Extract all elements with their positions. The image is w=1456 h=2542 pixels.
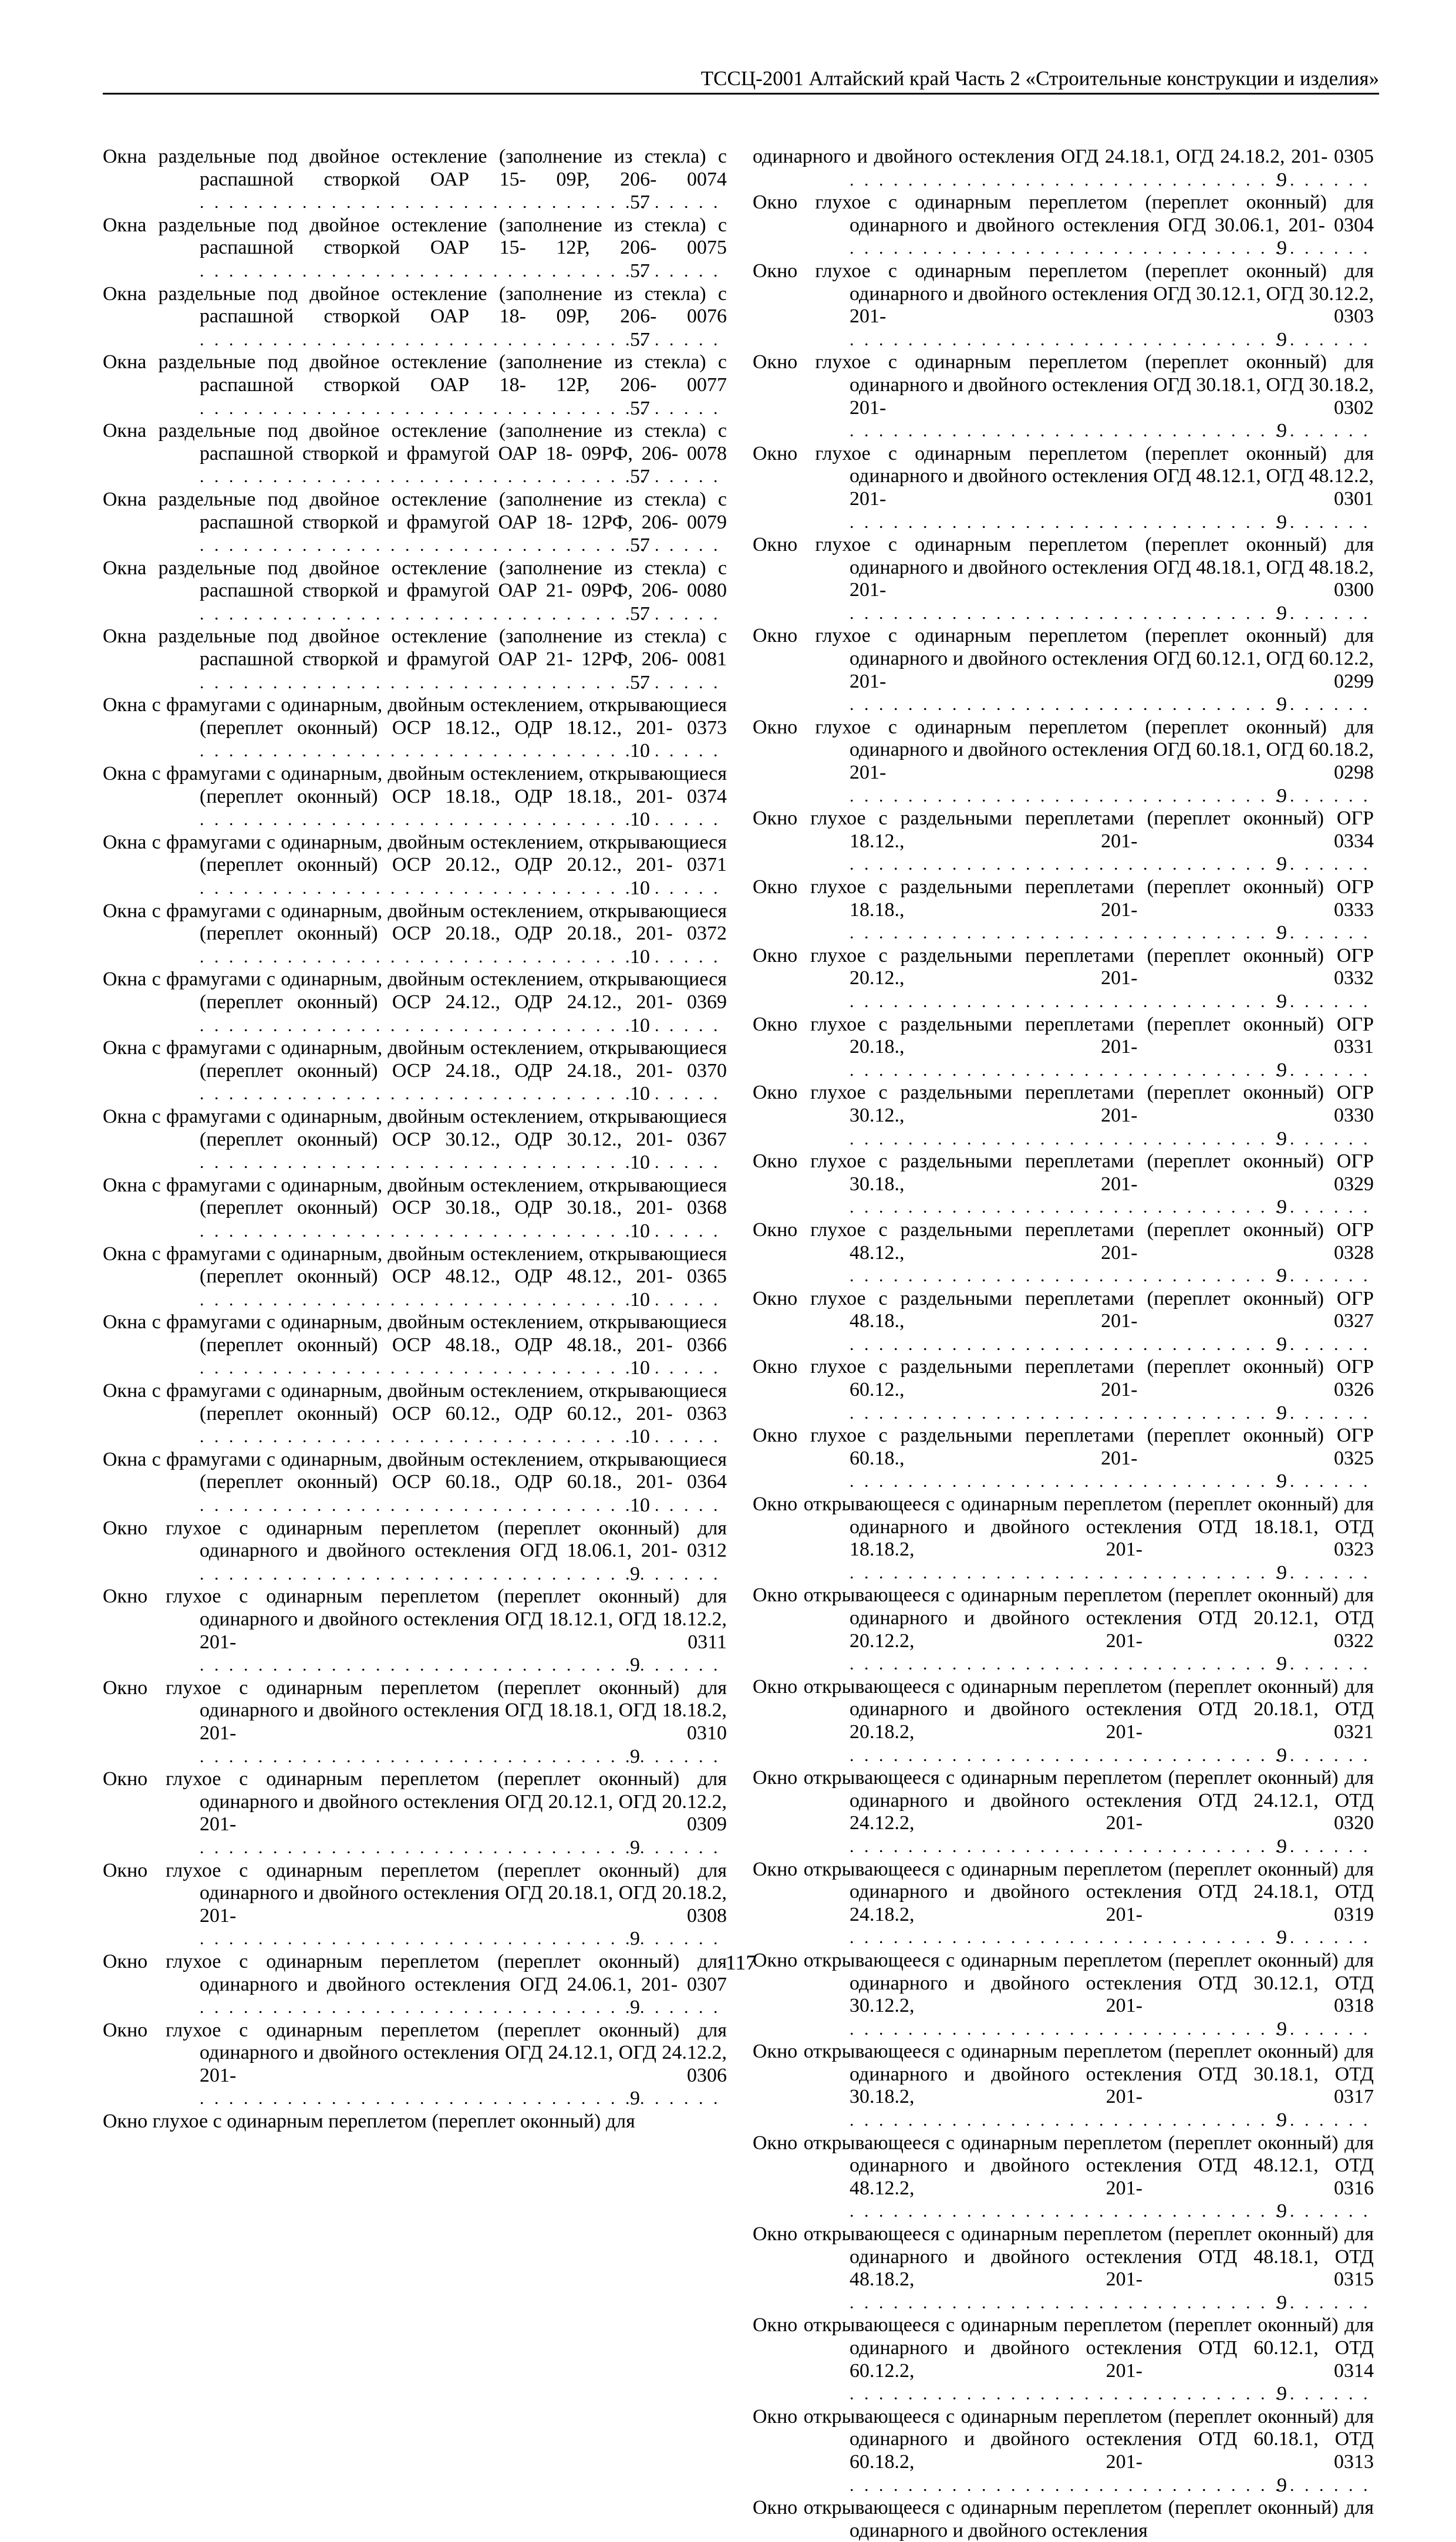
index-entry — [753, 1676, 1374, 1767]
index-entry-page: 9 — [1370, 1128, 1374, 1151]
index-entry — [103, 1768, 727, 1859]
index-entry — [103, 1585, 727, 1676]
index-entry-text: Окна раздельные под двойное остекление (заполнение из стекла) с распашной створкой ОАР 18- 12Р, 206- 0077 — [103, 351, 727, 396]
index-entry-page: 10 — [723, 1152, 727, 1174]
index-entry-page: 57 — [723, 534, 727, 557]
index-entry-text: Окно открывающееся с одинарным переплетом (переплет оконный) для одинарного и двойного остекления ОТД 24.18.1, ОТД 24.18.2, 201- 0319 — [753, 1858, 1374, 1925]
index-entry-page: 9 — [723, 1996, 727, 2019]
index-entry-text: Окно глухое с раздельными переплетами (переплет оконный) ОГР 20.18., 201- 0331 — [753, 1013, 1374, 1058]
index-entry — [103, 1174, 727, 1243]
dot-leader — [200, 1998, 727, 2017]
index-entry-text: Окна с фрамугами с одинарным, двойным остеклением, открывающиеся (переплет оконный) ОСР 48.18., ОДР 48.18., 201- 0366 — [103, 1311, 727, 1356]
index-entry-page: 9 — [1370, 1653, 1374, 1676]
index-entry-page: 10 — [723, 1220, 727, 1243]
index-entry — [103, 489, 727, 557]
index-entry-page: 57 — [723, 603, 727, 626]
index-entry — [753, 1425, 1374, 1493]
index-entry-text: Окно глухое с одинарным переплетом (переплет оконный) для одинарного и двойного остекления ОГД 30.12.1, ОГД 30.12.2, 201- 0303 — [753, 260, 1374, 328]
index-entry-text: Окна с фрамугами с одинарным, двойным остеклением, открывающиеся (переплет оконный) ОСР 60.12., ОДР 60.12., 201- 0363 — [103, 1380, 727, 1425]
index-entry-text: Окна раздельные под двойное остекление (заполнение из стекла) с распашной створкой и фрамугой ОАР 21- 09РФ, 206- 0080 — [103, 557, 727, 602]
dot-leader — [850, 1266, 1374, 1285]
index-entry-page: 10 — [723, 809, 727, 831]
index-entry-text: Окна с фрамугами с одинарным, двойным остеклением, открывающиеся (переплет оконный) ОСР 60.18., ОДР 60.18., 201- 0364 — [103, 1448, 727, 1493]
dot-leader — [850, 330, 1374, 349]
index-entry-page: 9 — [1370, 785, 1374, 808]
index-entry — [753, 2314, 1374, 2405]
dot-leader — [850, 2019, 1374, 2039]
index-entry-text: Окна с фрамугами с одинарным, двойным остеклением, открывающиеся (переплет оконный) ОСР 30.18., ОДР 30.18., 201- 0368 — [103, 1174, 727, 1219]
index-entry-page: 9 — [1370, 1059, 1374, 1082]
index-entry-text: Окно глухое с одинарным переплетом (переплет оконный) для одинарного и двойного остекления ОГД 48.18.1, ОГД 48.18.2, 201- 0300 — [753, 534, 1374, 601]
index-entry-page: 9 — [723, 1563, 727, 1586]
index-entry-page: 9 — [1370, 2200, 1374, 2223]
index-entry — [103, 283, 727, 352]
index-entry — [753, 1584, 1374, 1675]
index-entry-text: Окна раздельные под двойное остекление (заполнение из стекла) с распашной створкой ОАР 15- 12Р, 206- 0075 — [103, 214, 727, 259]
index-entry-page: 9 — [1370, 2474, 1374, 2497]
index-entry — [103, 968, 727, 1037]
index-entry-page: 10 — [723, 946, 727, 969]
dot-leader — [850, 1746, 1374, 1765]
index-entry-text: Окно глухое с раздельными переплетами (переплет оконный) ОГР 48.12., 201- 0328 — [753, 1218, 1374, 1264]
index-entry-page: 10 — [723, 1357, 727, 1380]
index-entry-page: 9 — [1370, 1334, 1374, 1356]
dot-leader — [850, 1928, 1374, 1947]
index-entry-text: Окно открывающееся с одинарным переплетом (переплет оконный) для одинарного и двойного остекления ОТД 48.18.1, ОТД 48.18.2, 201- 0315 — [753, 2223, 1374, 2291]
dot-leader — [200, 1747, 727, 1766]
index-entry — [753, 2406, 1374, 2497]
index-entry — [103, 2019, 727, 2110]
index-entry — [103, 1311, 727, 1380]
dot-leader — [200, 1655, 727, 1675]
index-entry-page: 10 — [723, 877, 727, 900]
index-entry — [103, 1037, 727, 1106]
dot-leader — [850, 170, 1374, 190]
dot-leader — [200, 1929, 727, 1948]
dot-leader — [850, 1060, 1374, 1080]
index-entry-text: одинарного и двойного остекления ОГД 24.18.1, ОГД 24.18.2, 201- 0305 — [753, 146, 1374, 167]
dot-leader — [850, 2293, 1374, 2312]
index-entry-page: 9 — [1370, 2018, 1374, 2041]
index-entry — [753, 1356, 1374, 1425]
index-entry — [753, 2041, 1374, 2132]
index-entry-page: 9 — [1370, 1265, 1374, 1288]
dot-leader — [850, 1129, 1374, 1149]
index-entry-page: 9 — [1370, 420, 1374, 443]
index-entry-text: Окна с фрамугами с одинарным, двойным остеклением, открывающиеся (переплет оконный) ОСР 18.18., ОДР 18.18., 201- 0374 — [103, 763, 727, 807]
dot-leader — [850, 923, 1374, 942]
index-entry-text: Окно глухое с раздельными переплетами (переплет оконный) ОГР 48.18., 201- 0327 — [753, 1287, 1374, 1332]
index-entry-text: Окно глухое с одинарным переплетом (переплет оконный) для одинарного и двойного остекления ОГД 30.06.1, 201- 0304 — [753, 191, 1374, 236]
index-entry-page: 10 — [723, 1015, 727, 1038]
dot-leader — [200, 2089, 727, 2108]
index-entry-text: Окно глухое с одинарным переплетом (переплет оконный) для одинарного и двойного остекления ОГД 24.06.1, 201- 0307 — [103, 1950, 727, 1995]
dot-leader — [850, 1403, 1374, 1423]
dot-leader — [850, 695, 1374, 714]
dot-leader — [850, 1654, 1374, 1674]
index-entry-text: Окно глухое с одинарным переплетом (переплет оконный) для одинарного и двойного остекления ОГД 30.18.1, ОГД 30.18.2, 201- 0302 — [753, 351, 1374, 419]
index-entry-page: 57 — [723, 260, 727, 283]
index-entry-text: Окна раздельные под двойное остекление (заполнение из стекла) с распашной створкой ОАР 18- 09Р, 206- 0076 — [103, 282, 727, 328]
dot-leader — [850, 1335, 1374, 1354]
index-entry-page: 9 — [1370, 169, 1374, 192]
index-entry — [103, 1517, 727, 1586]
index-entry-page: 9 — [1370, 853, 1374, 876]
dot-leader — [850, 238, 1374, 258]
index-entry — [753, 1767, 1374, 1858]
index-entry-text: Окно открывающееся с одинарным переплетом (переплет оконный) для одинарного и двойного остекления ОТД 24.12.1, ОТД 24.12.2, 201- 0320 — [753, 1767, 1374, 1834]
dot-leader — [850, 513, 1374, 532]
index-entry — [103, 420, 727, 489]
index-entry-text: Окно открывающееся с одинарным переплетом (переплет оконный) для одинарного и двойного остекления ОТД 18.18.1, ОТД 18.18.2, 201- 0323 — [753, 1493, 1374, 1561]
index-entry — [103, 146, 727, 214]
index-entry — [753, 1858, 1374, 1950]
running-header: ТССЦ-2001 Алтайский край Часть 2 «Строительные конструкции и изделия» — [700, 67, 1379, 90]
dot-leader — [850, 604, 1374, 623]
index-entry — [753, 1082, 1374, 1150]
dot-leader — [850, 421, 1374, 440]
index-entry-page: 9 — [1370, 1836, 1374, 1858]
index-entry — [103, 557, 727, 626]
index-entry — [753, 2497, 1374, 2542]
index-entry — [103, 1106, 727, 1174]
index-entry — [103, 1449, 727, 1517]
index-entry — [103, 351, 727, 420]
index-entry-text: Окно открывающееся с одинарным переплетом (переплет оконный) для одинарного и двойного остекления ОТД 20.12.1, ОТД 20.12.2, 201- 0322 — [753, 1584, 1374, 1652]
index-entry-text: Окно глухое с одинарным переплетом (переплет оконный) для одинарного и двойного остекления ОГД 18.06.1, 201- 0312 — [103, 1517, 727, 1562]
index-entry — [753, 260, 1374, 351]
index-entry-text: Окна с фрамугами с одинарным, двойным остеклением, открывающиеся (переплет оконный) ОСР 20.12., ОДР 20.12., 201- 0371 — [103, 831, 727, 876]
index-entry — [753, 2132, 1374, 2223]
index-entry — [103, 763, 727, 831]
index-entry-page: 9 — [1370, 1927, 1374, 1950]
index-entry — [753, 351, 1374, 442]
index-entry-text: Окно глухое с одинарным переплетом (переплет оконный) для одинарного и двойного остекления ОГД 48.12.1, ОГД 48.12.2, 201- 0301 — [753, 442, 1374, 510]
index-entry-text: Окно открывающееся с одинарным переплетом (переплет оконный) для одинарного и двойного остекления ОТД 60.12.1, ОТД 60.12.2, 201- 0314 — [753, 2314, 1374, 2382]
index-entry-page: 10 — [723, 740, 727, 763]
index-entry — [753, 191, 1374, 260]
index-entry — [103, 831, 727, 900]
index-entry-text: Окно глухое с раздельными переплетами (переплет оконный) ОГР 30.18., 201- 0329 — [753, 1150, 1374, 1195]
dot-leader — [850, 2110, 1374, 2130]
index-entry-text: Окно глухое с одинарным переплетом (переплет оконный) для одинарного и двойного остекления ОГД 24.12.1, ОГД 24.12.2, 201- 0306 — [103, 2019, 727, 2086]
index-entry-page: 10 — [723, 1426, 727, 1449]
index-entry-text: Окно глухое с раздельными переплетами (переплет оконный) ОГР 60.12., 201- 0326 — [753, 1356, 1374, 1401]
index-entry-text: Окна с фрамугами с одинарным, двойным остеклением, открывающиеся (переплет оконный) ОСР 30.12., ОДР 30.12., 201- 0367 — [103, 1105, 727, 1150]
index-entry-text: Окно открывающееся с одинарным переплетом (переплет оконный) для одинарного и двойного остекления ОТД 30.18.1, ОТД 30.18.2, 201- 0317 — [753, 2041, 1374, 2108]
index-entry-page: 10 — [723, 1083, 727, 1106]
index-entry — [103, 1860, 727, 1951]
dot-leader — [850, 1472, 1374, 1491]
index-entry — [103, 1380, 727, 1449]
index-entry-text: Окно глухое с раздельными переплетами (переплет оконный) ОГР 20.12., 201- 0332 — [753, 944, 1374, 989]
index-entry — [753, 1219, 1374, 1288]
dot-leader — [850, 1563, 1374, 1583]
index-entry-text: Окно глухое с одинарным переплетом (переплет оконный) для одинарного и двойного остекления ОГД 20.18.1, ОГД 20.18.2, 201- 0308 — [103, 1859, 727, 1927]
index-entry — [103, 625, 727, 694]
index-entry-text: Окна с фрамугами с одинарным, двойным остеклением, открывающиеся (переплет оконный) ОСР 24.12., ОДР 24.12., 201- 0369 — [103, 968, 727, 1013]
index-entry-page: 57 — [723, 191, 727, 214]
index-entry-page: 10 — [723, 1494, 727, 1517]
index-entry-text: Окно глухое с раздельными переплетами (переплет оконный) ОГР 18.12., 201- 0334 — [753, 807, 1374, 852]
index-entry-text: Окно глухое с одинарным переплетом (переплет оконный) для одинарного и двойного остекления ОГД 20.12.1, ОГД 20.12.2, 201- 0309 — [103, 1768, 727, 1836]
index-entry — [753, 1150, 1374, 1219]
index-entry-page: 9 — [1370, 1562, 1374, 1585]
index-entry-page: 9 — [1370, 2383, 1374, 2406]
dot-leader — [200, 1838, 727, 1857]
index-entry-text: Окна раздельные под двойное остекление (заполнение из стекла) с распашной створкой и фрамугой ОАР 18- 12РФ, 206- 0079 — [103, 488, 727, 533]
index-entry-page: 9 — [1370, 1745, 1374, 1767]
index-entry — [753, 146, 1374, 191]
index-entry — [753, 1493, 1374, 1584]
index-entry-text: Окно глухое с раздельными переплетами (переплет оконный) ОГР 18.18., 201- 0333 — [753, 876, 1374, 921]
index-entry-page: 9 — [1370, 693, 1374, 716]
index-entry-page: 10 — [723, 1289, 727, 1312]
index-entry — [103, 1677, 727, 1768]
index-entry — [103, 214, 727, 283]
dot-leader — [850, 2476, 1374, 2495]
index-entry-text: Окна раздельные под двойное остекление (заполнение из стекла) с распашной створкой и фрамугой ОАР 21- 12РФ, 206- 0081 — [103, 625, 727, 671]
index-entry-page: 57 — [723, 672, 727, 695]
index-entry-page: 9 — [1370, 329, 1374, 352]
index-entry — [753, 876, 1374, 945]
index-entry-page: 9 — [1370, 2292, 1374, 2315]
index-entry-text: Окно глухое с одинарным переплетом (переплет оконный) для одинарного и двойного остекления ОГД 60.12.1, ОГД 60.12.2, 201- 0299 — [753, 625, 1374, 692]
index-entry — [103, 2110, 727, 2133]
index-entry-page: 9 — [1370, 991, 1374, 1014]
index-entry — [753, 625, 1374, 716]
index-entry-text: Окно открывающееся с одинарным переплетом (переплет оконный) для одинарного и двойного остекления ОТД 30.12.1, ОТД 30.12.2, 201- 0318 — [753, 1949, 1374, 2017]
index-entry — [103, 694, 727, 763]
dot-leader — [850, 2201, 1374, 2221]
index-entry-page: 9 — [723, 1837, 727, 1860]
index-entry-text: Окно глухое с одинарным переплетом (переплет оконный) для — [103, 2110, 635, 2133]
index-entry — [753, 807, 1374, 876]
dot-leader — [850, 786, 1374, 806]
index-entry-page: 57 — [723, 329, 727, 352]
dot-leader — [850, 854, 1374, 874]
page-number: 117 — [725, 1951, 757, 1974]
index-column-right — [753, 146, 1374, 2542]
index-entry-text: Окна раздельные под двойное остекление (заполнение из стекла) с распашной створкой и фрамугой ОАР 18- 09РФ, 206- 0078 — [103, 420, 727, 464]
index-entry-page: 9 — [1370, 1196, 1374, 1219]
index-entry-text: Окно глухое с одинарным переплетом (переплет оконный) для одинарного и двойного остекления ОГД 18.12.1, ОГД 18.12.2, 201- 0311 — [103, 1585, 727, 1653]
header-rule — [103, 93, 1379, 95]
index-entry-page: 9 — [723, 2088, 727, 2110]
index-entry-text: Окна с фрамугами с одинарным, двойным остеклением, открывающиеся (переплет оконный) ОСР 20.18., ОДР 20.18., 201- 0372 — [103, 900, 727, 945]
index-entry-text: Окно глухое с одинарным переплетом (переплет оконный) для одинарного и двойного остекления ОГД 60.18.1, ОГД 60.18.2, 201- 0298 — [753, 716, 1374, 784]
index-entry-page: 9 — [1370, 2109, 1374, 2132]
dot-leader — [850, 992, 1374, 1011]
index-entry-page: 9 — [723, 1654, 727, 1677]
index-entry-text: Окно открывающееся с одинарным переплетом (переплет оконный) для одинарного и двойного остекления ОТД 20.18.1, ОТД 20.18.2, 201- 0321 — [753, 1675, 1374, 1743]
index-entry-text: Окно открывающееся с одинарным переплетом (переплет оконный) для одинарного и двойного остекления — [753, 2497, 1374, 2541]
index-column-left — [103, 146, 727, 2133]
index-entry-text: Окно глухое с одинарным переплетом (переплет оконный) для одинарного и двойного остекления ОГД 18.18.1, ОГД 18.18.2, 201- 0310 — [103, 1676, 727, 1744]
index-entry — [103, 1243, 727, 1312]
dot-leader — [200, 1564, 727, 1584]
index-entry-text: Окно глухое с раздельными переплетами (переплет оконный) ОГР 60.18., 201- 0325 — [753, 1425, 1374, 1469]
index-entry-text: Окна с фрамугами с одинарным, двойным остеклением, открывающиеся (переплет оконный) ОСР 18.12., ОДР 18.12., 201- 0373 — [103, 694, 727, 739]
index-entry-text: Окна с фрамугами с одинарным, двойным остеклением, открывающиеся (переплет оконный) ОСР 48.12., ОДР 48.12., 201- 0365 — [103, 1243, 727, 1288]
index-entry — [753, 1288, 1374, 1356]
index-entry-page: 9 — [1370, 1402, 1374, 1425]
index-entry — [753, 443, 1374, 534]
index-entry-text: Окно глухое с раздельными переплетами (переплет оконный) ОГР 30.12., 201- 0330 — [753, 1082, 1374, 1126]
index-entry-page: 57 — [723, 466, 727, 489]
index-entry — [753, 716, 1374, 807]
index-entry-page: 9 — [1370, 922, 1374, 945]
index-entry-text: Окна с фрамугами с одинарным, двойным остеклением, открывающиеся (переплет оконный) ОСР 24.18., ОДР 24.18., 201- 0370 — [103, 1037, 727, 1082]
index-entry-page: 9 — [723, 1746, 727, 1769]
index-entry — [103, 900, 727, 969]
dot-leader — [850, 1837, 1374, 1856]
index-entry-text: Окно открывающееся с одинарным переплетом (переплет оконный) для одинарного и двойного остекления ОТД 48.12.1, ОТД 48.12.2, 201- 0316 — [753, 2132, 1374, 2199]
index-entry — [753, 945, 1374, 1014]
index-entry — [753, 1014, 1374, 1082]
index-entry-page: 9 — [723, 1928, 727, 1951]
index-entry-text: Окно открывающееся с одинарным переплетом (переплет оконный) для одинарного и двойного остекления ОТД 60.18.1, ОТД 60.18.2, 201- 0313 — [753, 2405, 1374, 2473]
dot-leader — [850, 2384, 1374, 2403]
index-entry-text: Окна раздельные под двойное остекление (заполнение из стекла) с распашной створкой ОАР 15- 09Р, 206- 0074 — [103, 146, 727, 190]
index-entry-page: 9 — [1370, 602, 1374, 625]
index-entry-page: 57 — [723, 398, 727, 420]
index-entry-page: 9 — [1370, 237, 1374, 260]
index-entry-page: 9 — [1370, 511, 1374, 534]
index-entry — [753, 534, 1374, 625]
index-entry — [753, 2223, 1374, 2314]
index-entry-page: 9 — [1370, 1470, 1374, 1493]
dot-leader — [850, 1197, 1374, 1217]
